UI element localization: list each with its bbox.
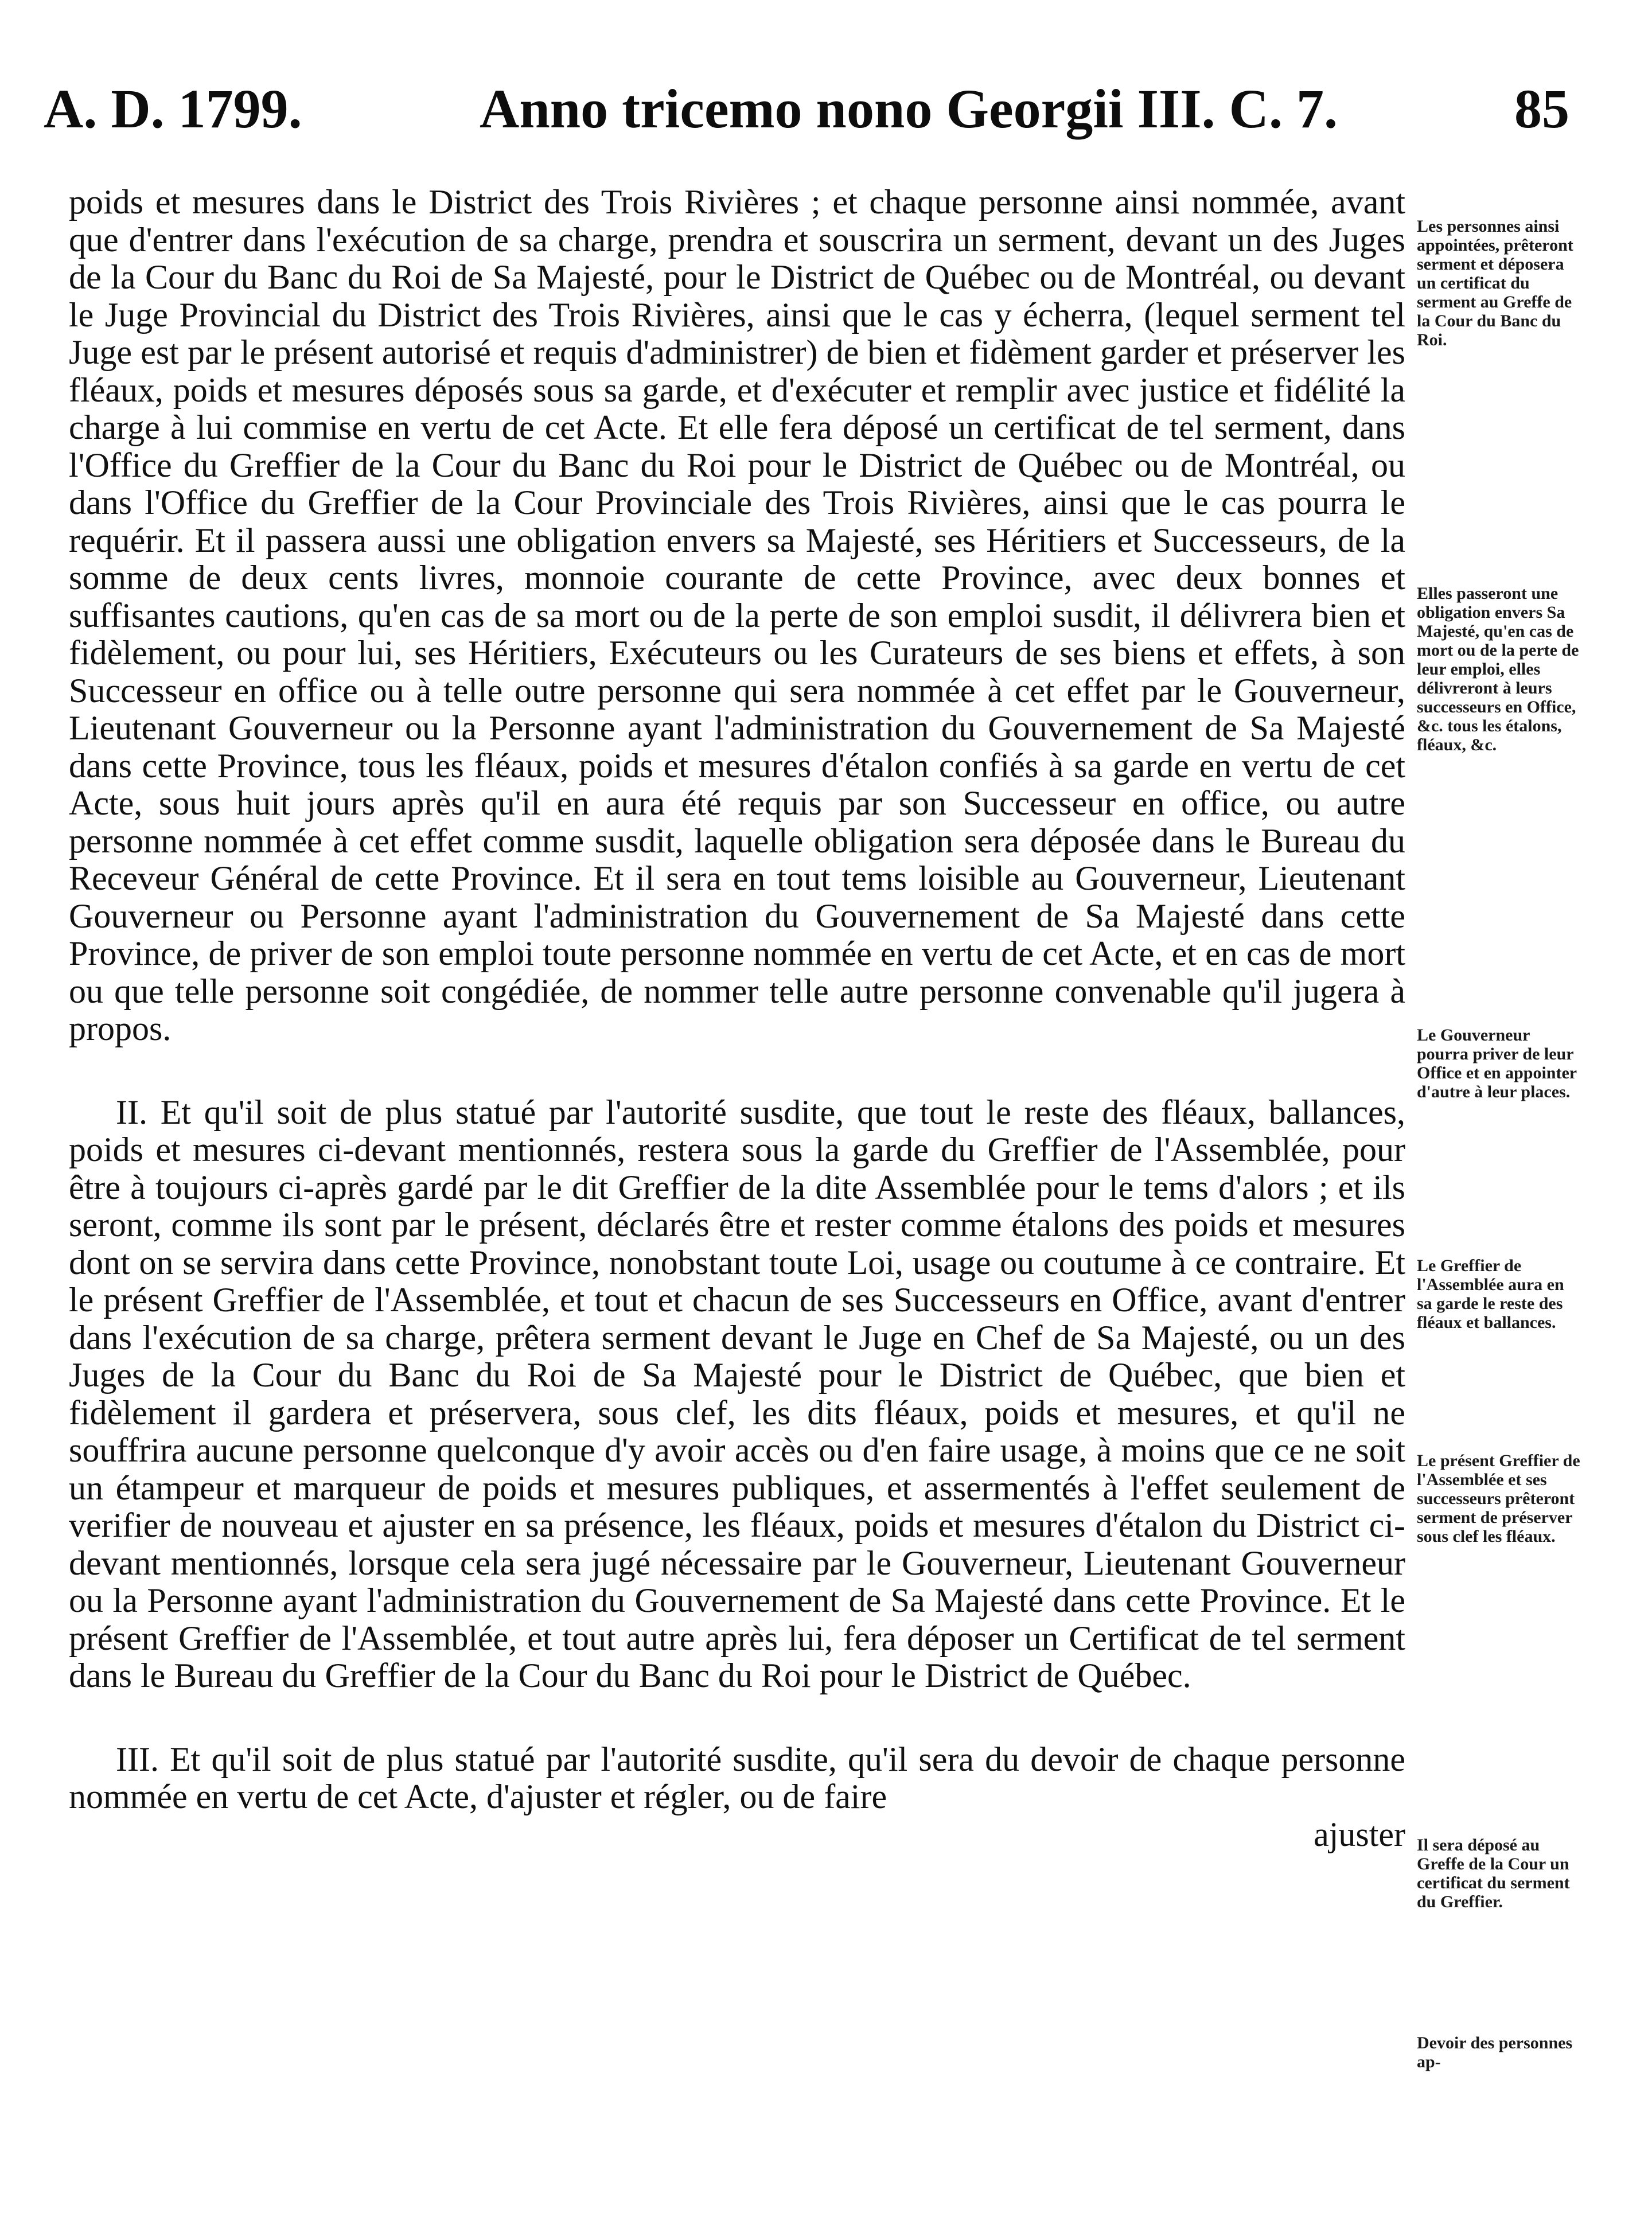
running-head [44, 75, 1569, 143]
margin-note-certificat: Il sera déposé au Greffe de la Cour un certificat du serment du Greffier. [1417, 1836, 1570, 1911]
section-ii: II. Et qu'il soit de plus statué par l'autorité susdite, que tout le reste des fléaux, ballances, poids et mesures ci-devant mentionnés, restera sous la garde du Greffier de l'Assemblée, pour être à toujours ci-après gardé par le dit Greffier de la dite Assemblée pour le tems d'alors ; et ils seront, comme ils sont par le présent, déclarés être et rester comme étalons des poids et mesures dont on se servira dans cette Province, nonobstant toute Loi, usage ou coutume à ce contraire. Et le présent Greffier de l'Assemblée, et tout et chacun de ses Successeurs en Office, avant d'entrer dans l'exécution de sa charge, prêtera serment devant le Juge en Chef de Sa Majesté, ou un des Juges de la Cour du Banc du Roi de Sa Majesté pour le District de Québec, que bien et fidèlement il gardera et préservera, sous clef, les dits fléaux, poids et mesures, et qu'il ne souffrira aucune personne quelconque d'y avoir accès ou d'en faire usage, à moins que ce ne soit un étampeur et marqueur de poids et mesures publiques, et assermentés à l'effet seulement de verifier de nouveau et ajuster en sa présence, les fléaux, poids et mesures d'étalon du District ci-devant mentionnés, lorsque cela sera jugé nécessaire par le Gouverneur, Lieutenant Gouverneur ou la Personne ayant l'administration du Gouvernement de Sa Majesté dans cette Province. Et le présent Greffier de l'Assemblée, et tout autre après lui, fera déposer un Certificat de tel serment dans le Bureau du Greffier de la Cour du Banc du Roi pour le District de Québec. [69, 1093, 1405, 1694]
header-year: A. D. 1799. [44, 78, 302, 139]
main-text [69, 184, 1405, 1853]
margin-note-devoir: Devoir des personnes ap- [1417, 2033, 1573, 2071]
paragraph-continued: poids et mesures dans le District des Trois Rivières ; et chaque personne ainsi nommée, avant que d'entrer dans l'exécution de sa charge, prendra et souscrira un serment, devant un des Juges de la Cour du Banc du Roi de Sa Majesté, pour le District de Québec ou de Montréal, ou devant le Juge Provincial du District des Trois Rivières, ainsi que le cas y écherra, (lequel serment tel Juge est par le présent autorisé et requis d'administrer) de bien et fidèment garder et préserver les fléaux, poids et mesures déposés sous sa garde, et d'exécuter et remplir avec justice et fidélité la charge à lui commise en vertu de cet Acte. Et elle fera déposé un certificat de tel serment, dans l'Office du Greffier de la Cour du Banc du Roi pour le District de Québec ou de Montréal, ou dans l'Office du Greffier de la Cour Provinciale des Trois Rivières, ainsi que le cas pourra le requérir. Et il passera aussi une obligation envers sa Majesté, ses Héritiers et Successeurs, de la somme de deux cents livres, monnoie courante de cette Province, avec deux bonnes et suffisantes cautions, qu'en cas de sa mort ou de la perte de son emploi susdit, il délivrera bien et fidèlement, ou pour lui, ses Héritiers, Exécuteurs ou les Curateurs de ses biens et effets, à son Successeur en office ou à telle outre personne qui sera nommée à cet effet par le Gouverneur, Lieutenant Gouverneur ou la Personne ayant l'administration du Gouvernement de Sa Majesté dans cette Province, tous les fléaux, poids et mesures d'étalon confiés à sa garde en vertu de cet Acte, sous huit jours après qu'il en aura été requis par son Successeur en office, ou autre personne nommée à cet effet comme susdit, laquelle obligation sera déposée dans le Bureau du Receveur Général de cette Province. Et il sera en tout tems loisible au Gouverneur, Lieutenant Gouverneur ou Personne ayant l'administration du Gouvernement de Sa Majesté dans cette Province, de priver de son emploi toute personne nommée en vertu de cet Acte, et en cas de mort ou que telle personne soit congédiée, de nommer telle autre personne convenable qu'il jugera à propos. [69, 183, 1405, 1047]
margin-note-gouverneur: Le Gouverneur pourra priver de leur Office et en appointer d'autre à leur places. [1417, 1026, 1577, 1101]
header-regnal-title: Anno tricemo nono Georgii III. C. 7. [480, 78, 1338, 139]
section-iii: III. Et qu'il soit de plus statué par l'autorité susdite, qu'il sera du devoir de chaque personne nommée en vertu de cet Acte, d'ajuster et régler, ou de faire [69, 1740, 1405, 1815]
margin-note-greffier-garde: Le Greffier de l'Assemblée aura en sa garde le reste des fléaux et ballances. [1417, 1256, 1564, 1332]
margin-note-obligation: Elles passeront une obligation envers Sa Majesté, qu'en cas de mort ou de la perte de leur emploi, elles délivreront à leurs successeurs en Office, &c. tous les étalons, fléaux, &c. [1417, 584, 1579, 754]
page-number: 85 [1514, 78, 1569, 139]
catchword: ajuster [1314, 1815, 1405, 1853]
margin-note-greffier-serment: Le présent Greffier de l'Assemblée et ses successeurs prêteront serment de préserver sous clef les fléaux. [1417, 1451, 1580, 1546]
margin-note-serment: Les personnes ainsi appointées, prêteront serment et déposera un certificat du serment au Greffe de la Cour du Banc du Roi. [1417, 217, 1573, 349]
